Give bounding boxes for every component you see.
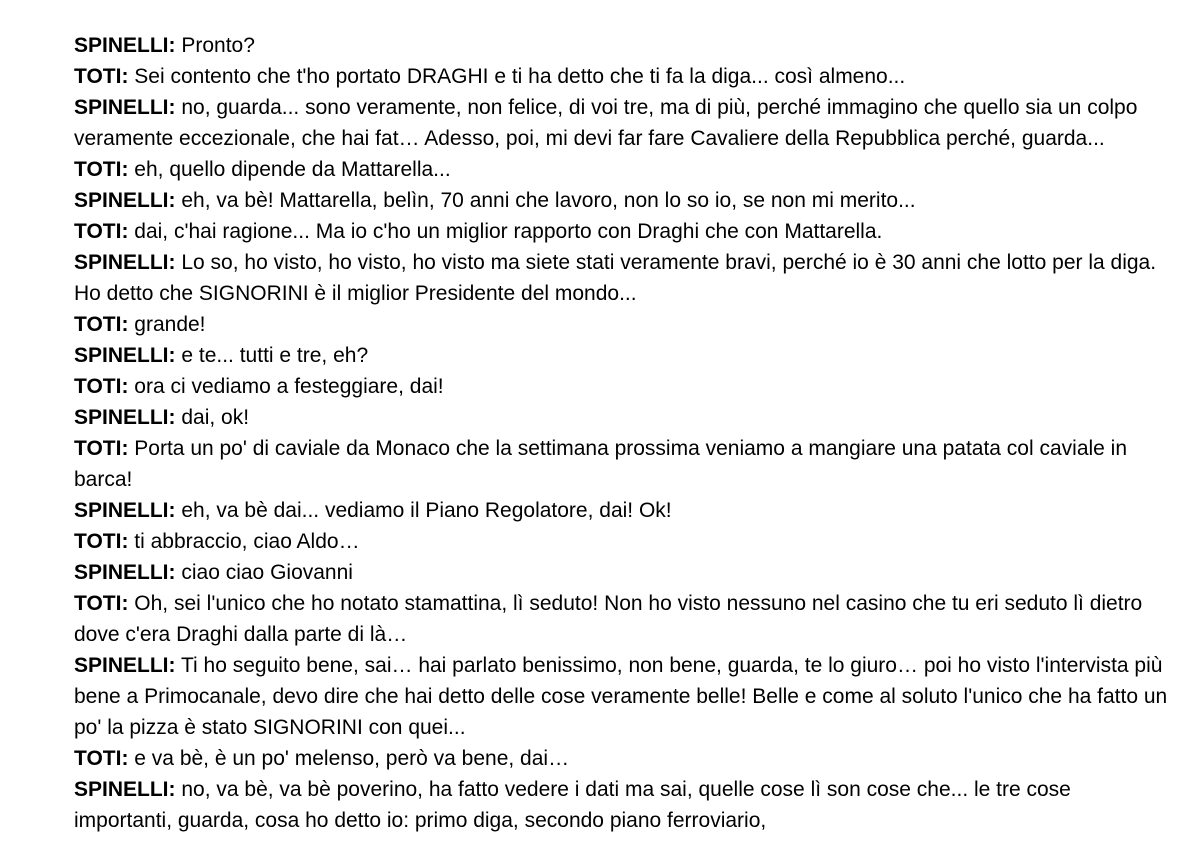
speaker-separator: : [121, 65, 129, 88]
utterance-text: ora ci vediamo a festeggiare, dai! [128, 375, 444, 398]
speaker-separator: : [168, 654, 176, 677]
speaker-separator: : [121, 313, 129, 336]
utterance-text: Ti ho seguito bene, sai… hai parlato benissimo, non bene, guarda, te lo giuro… poi ho visto l'intervista più bene a Primocanale, devo dire che hai detto delle cose veramente belle! Belle e come al soluto l'unico che ha fatto un po' la pizza è stato SIGNORINI con quei... [74, 654, 1168, 739]
utterance-text: e va bè, è un po' melenso, però va bene, dai… [128, 747, 570, 770]
utterance-text: ti abbraccio, ciao Aldo… [128, 530, 360, 553]
speaker-name: TOTI [74, 530, 122, 553]
transcript-line [74, 185, 1174, 216]
speaker-name: TOTI [74, 65, 122, 88]
transcript-line [74, 92, 1174, 154]
speaker-separator: : [121, 158, 129, 181]
transcript-line [74, 154, 1174, 185]
speaker-separator: : [121, 592, 129, 615]
speaker-name: TOTI [74, 375, 122, 398]
speaker-separator: : [121, 530, 129, 553]
utterance-text: no, guarda... sono veramente, non felice, di voi tre, ma di più, perché immagino che quello sia un colpo veramente eccezionale, che hai fat… Adesso, poi, mi devi far fare Cavaliere della Repubblica perché, guarda... [74, 96, 1138, 150]
transcript-line [74, 433, 1174, 495]
transcript-line [74, 340, 1174, 371]
speaker-separator: : [168, 96, 176, 119]
speaker-separator: : [168, 344, 176, 367]
utterance-text: dai, ok! [175, 406, 250, 429]
speaker-name: SPINELLI [74, 654, 169, 677]
speaker-name: SPINELLI [74, 344, 169, 367]
utterance-text: Sei contento che t'ho portato DRAGHI e ti ha detto che ti fa la diga... così almeno... [128, 65, 906, 88]
speaker-name: SPINELLI [74, 561, 169, 584]
transcript-line [74, 588, 1174, 650]
transcript [74, 30, 1174, 836]
transcript-line [74, 371, 1174, 402]
speaker-name: SPINELLI [74, 251, 169, 274]
speaker-name: SPINELLI [74, 778, 169, 801]
speaker-separator: : [121, 220, 129, 243]
utterance-text: Lo so, ho visto, ho visto, ho visto ma siete stati veramente bravi, perché io è 30 anni che lotto per la diga. Ho detto che SIGNORINI è il miglior Presidente del mondo... [74, 251, 1157, 305]
utterance-text: ciao ciao Giovanni [175, 561, 353, 584]
transcript-line [74, 495, 1174, 526]
transcript-line [74, 30, 1174, 61]
speaker-name: TOTI [74, 158, 122, 181]
speaker-separator: : [168, 778, 176, 801]
speaker-name: SPINELLI [74, 406, 169, 429]
speaker-name: SPINELLI [74, 499, 169, 522]
speaker-separator: : [121, 375, 129, 398]
transcript-line [74, 247, 1174, 309]
transcript-line [74, 650, 1174, 743]
transcript-line [74, 309, 1174, 340]
utterance-text: eh, va bè! Mattarella, belìn, 70 anni che lavoro, non lo so io, se non mi merito... [175, 189, 916, 212]
transcript-line [74, 557, 1174, 588]
speaker-name: TOTI [74, 220, 122, 243]
speaker-name: TOTI [74, 592, 122, 615]
utterance-text: eh, quello dipende da Mattarella... [128, 158, 451, 181]
transcript-line [74, 774, 1174, 836]
speaker-separator: : [121, 747, 129, 770]
utterance-text: eh, va bè dai... vediamo il Piano Regolatore, dai! Ok! [175, 499, 672, 522]
utterance-text: dai, c'hai ragione... Ma io c'ho un miglior rapporto con Draghi che con Mattarella. [128, 220, 883, 243]
speaker-separator: : [168, 189, 176, 212]
utterance-text: Oh, sei l'unico che ho notato stamattina, lì seduto! Non ho visto nessuno nel casino che tu eri seduto lì dietro dove c'era Draghi dalla parte di là… [74, 592, 1143, 646]
speaker-separator: : [121, 437, 129, 460]
transcript-line [74, 526, 1174, 557]
speaker-name: TOTI [74, 747, 122, 770]
speaker-separator: : [168, 561, 176, 584]
speaker-name: SPINELLI [74, 96, 169, 119]
utterance-text: grande! [128, 313, 206, 336]
transcript-line [74, 216, 1174, 247]
speaker-name: TOTI [74, 437, 122, 460]
speaker-separator: : [168, 499, 176, 522]
transcript-line [74, 743, 1174, 774]
transcript-line [74, 402, 1174, 433]
speaker-separator: : [168, 34, 176, 57]
utterance-text: e te... tutti e tre, eh? [175, 344, 369, 367]
speaker-name: TOTI [74, 313, 122, 336]
utterance-text: no, va bè, va bè poverino, ha fatto vedere i dati ma sai, quelle cose lì son cose che... le tre cose importanti, guarda, cosa ho detto io: primo diga, secondo piano ferroviario, [74, 778, 1071, 832]
transcript-line [74, 61, 1174, 92]
utterance-text: Porta un po' di caviale da Monaco che la settimana prossima veniamo a mangiare una patata col caviale in barca! [74, 437, 1128, 491]
speaker-name: SPINELLI [74, 34, 169, 57]
utterance-text: Pronto? [175, 34, 255, 57]
speaker-name: SPINELLI [74, 189, 169, 212]
speaker-separator: : [168, 251, 176, 274]
speaker-separator: : [168, 406, 176, 429]
